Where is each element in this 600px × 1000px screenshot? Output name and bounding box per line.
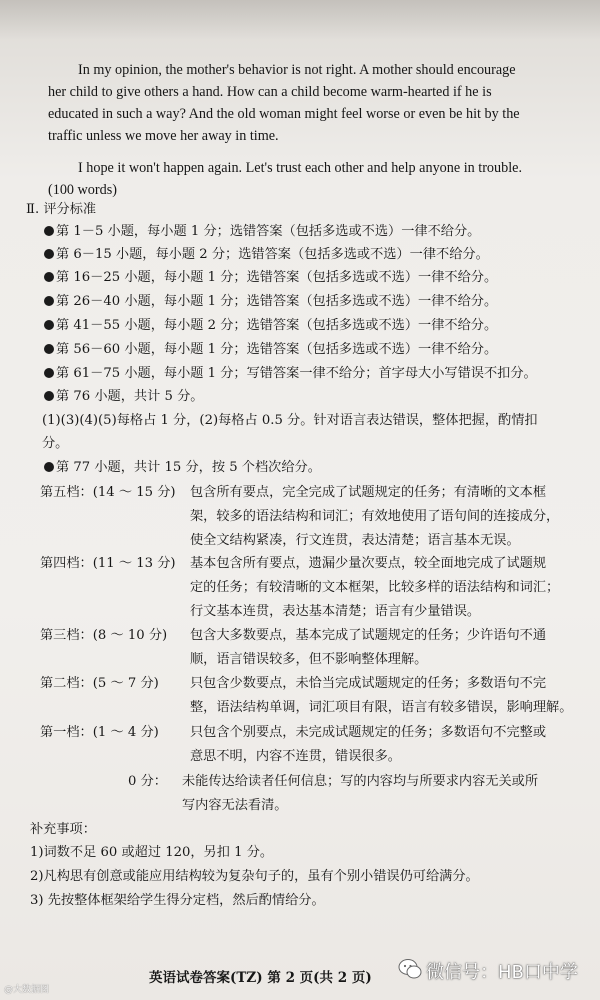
grade-desc-line: 只包含少数要点，未恰当完成试题规定的任务；多数语句不完 xyxy=(190,676,547,691)
rule-item: 第 77 小题，共计 15 分，按 5 个档次给分。 xyxy=(44,461,321,474)
wechat-icon xyxy=(398,958,422,980)
grade-label: 第一档：(1 ～ 4 分) xyxy=(40,725,159,740)
wechat-watermark: 微信号：HB口中学 xyxy=(426,962,578,983)
rule-item: 第 76 小题，共计 5 分。 xyxy=(44,390,203,403)
grade-desc-line: 使全文结构紧凑，行文连贯，表达清楚；语言基本无误。 xyxy=(190,533,520,548)
section-heading: Ⅱ. 评分标准 xyxy=(26,202,97,217)
grade-desc-line: 行文基本连贯，表达基本清楚；语言有少量错误。 xyxy=(190,604,481,619)
rule-item: 第 61－75 小题，每小题 1 分；写错答案一律不给分；首字母大小写错误不扣分。 xyxy=(44,367,537,380)
bullet-icon xyxy=(44,296,54,306)
bullet-icon xyxy=(44,249,54,259)
rule76-detail-line-2: 分。 xyxy=(42,436,69,451)
rule-item: 第 6－15 小题，每小题 2 分；选错答案（包括多选或不选）一律不给分。 xyxy=(44,248,489,261)
grade-desc-line: 意思不明，内容不连贯，错误很多。 xyxy=(190,749,401,764)
essay-line-2: her child to give others a hand. How can a child become warm-hearted if he is xyxy=(48,84,492,100)
rule-item: 第 1－5 小题，每小题 1 分；选错答案（包括多选或不选）一律不给分。 xyxy=(44,225,480,238)
grade-label: 第三档：(8 ～ 10 分) xyxy=(40,628,168,643)
grade-label: 第四档：(11 ～ 13 分) xyxy=(40,556,176,571)
essay-line-4: traffic unless we move her away in time. xyxy=(48,128,279,144)
grade-desc-line: 基本包含所有要点，遗漏少量次要点，较全面地完成了试题规 xyxy=(190,556,547,571)
bullet-icon xyxy=(44,391,54,401)
grade-desc-line: 未能传达给读者任何信息；写的内容均与所要求内容无关或所 xyxy=(182,774,539,789)
grade-desc-line: 包含所有要点，完全完成了试题规定的任务；有清晰的文本框 xyxy=(190,485,547,500)
grade-desc-line: 整，语法结构单调，词汇项目有限，语言有较多错误，影响理解。 xyxy=(190,700,573,715)
grade-desc-line: 顺，语言错误较多，但不影响整体理解。 xyxy=(190,652,428,667)
grade-desc-line: 包含大多数要点，基本完成了试题规定的任务；少许语句不通 xyxy=(190,628,547,643)
supplement-item: 3) 先按整体框架给学生得分定档，然后酌情给分。 xyxy=(30,893,325,908)
essay-line-3: educated in such a way? And the old woman might feel worse or even be hit by the xyxy=(48,106,520,122)
bullet-icon xyxy=(44,344,54,354)
corner-watermark: @大数据图 xyxy=(4,985,50,995)
essay-paragraph-2: I hope it won't happen again. Let's trust each other and help anyone in trouble. xyxy=(78,160,523,176)
essay-word-count: (100 words) xyxy=(48,182,117,198)
rule-item: 第 56－60 小题，每小题 1 分；选错答案（包括多选或不选）一律不给分。 xyxy=(44,343,497,356)
bullet-icon xyxy=(44,272,54,282)
bullet-icon xyxy=(44,320,54,330)
supplement-heading: 补充事项： xyxy=(30,822,96,837)
grade-desc-line: 写内容无法看清。 xyxy=(182,798,288,813)
bullet-icon xyxy=(44,462,54,472)
rule-item: 第 16－25 小题，每小题 1 分；选错答案（包括多选或不选）一律不给分。 xyxy=(44,271,497,284)
bullet-icon xyxy=(44,226,54,236)
grade-desc-line: 架，较多的语法结构和词汇；有效地使用了语句间的连接成分， xyxy=(190,509,560,524)
grade-desc-line: 定的任务；有较清晰的文本框架，比较多样的语法结构和词汇； xyxy=(190,580,560,595)
grade-label: 0 分： xyxy=(128,774,167,789)
grade-label: 第五档：(14 ～ 15 分) xyxy=(40,485,176,500)
rule-item: 第 41－55 小题，每小题 2 分；选错答案（包括多选或不选）一律不给分。 xyxy=(44,319,497,332)
supplement-item: 1)词数不足 60 或超过 120，另扣 1 分。 xyxy=(30,845,274,860)
supplement-item: 2)凡构思有创意或能应用结构较为复杂句子的，虽有个别小错误仍可给满分。 xyxy=(30,869,479,884)
rule76-detail-line-1: (1)(3)(4)(5)每格占 1 分，(2)每格占 0.5 分。针对语言表达错误，整体把握，酌情扣 xyxy=(42,413,538,428)
essay-line-1: In my opinion, the mother's behavior is not right. A mother should encourage xyxy=(78,62,516,78)
page-footer: 英语试卷答案(TZ) 第 2 页(共 2 页) xyxy=(149,970,372,986)
bullet-icon xyxy=(44,368,54,378)
grade-label: 第二档：(5 ～ 7 分) xyxy=(40,676,159,691)
rule-item: 第 26－40 小题，每小题 1 分；选错答案（包括多选或不选）一律不给分。 xyxy=(44,295,497,308)
scan-shadow xyxy=(0,0,600,40)
grade-desc-line: 只包含个别要点，未完成试题规定的任务；多数语句不完整或 xyxy=(190,725,547,740)
